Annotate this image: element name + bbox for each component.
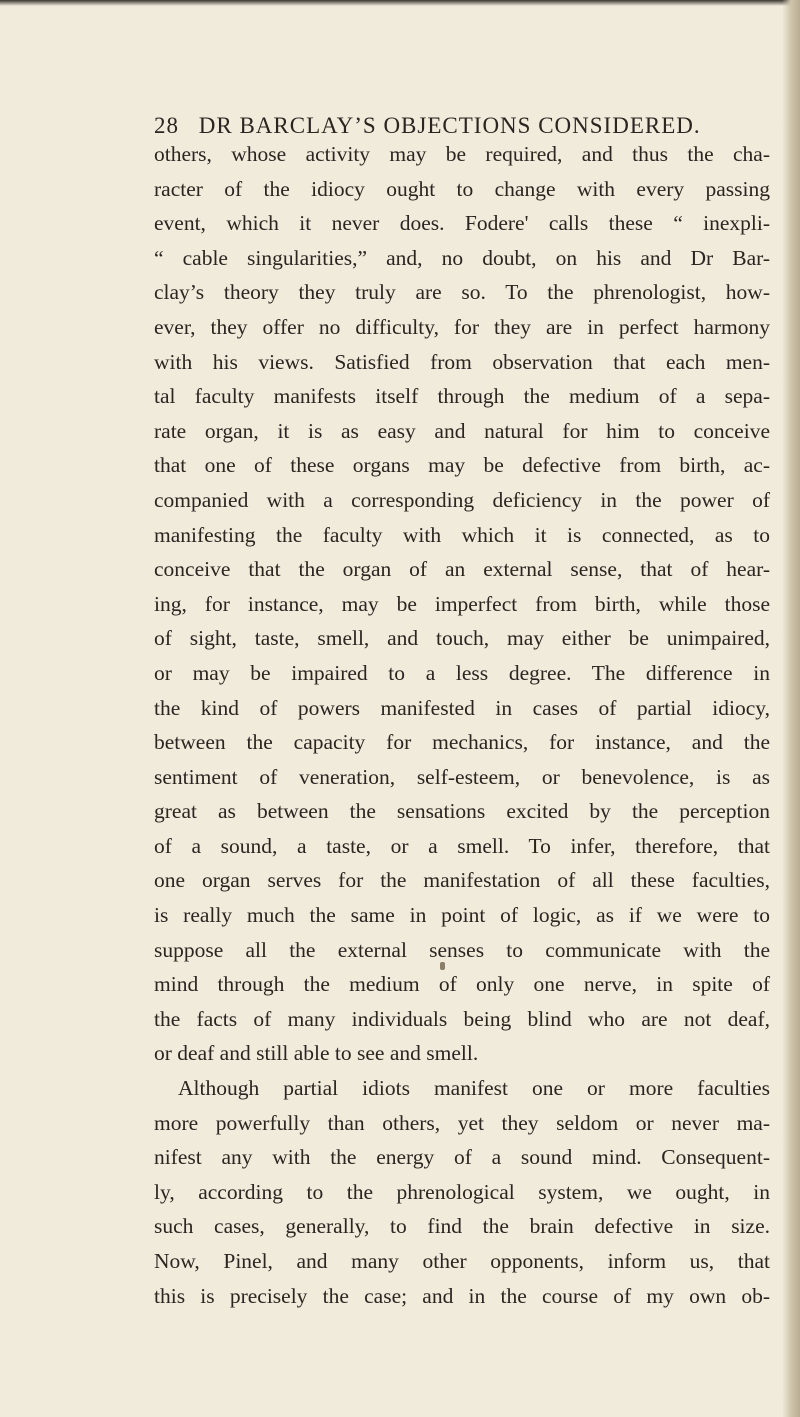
page-number: 28: [154, 113, 179, 138]
text-line: the facts of many individuals being blind who are not deaf,: [154, 1006, 770, 1031]
ink-speck: [440, 962, 445, 970]
text-line: racter of the idiocy ought to change with every passing: [154, 176, 770, 201]
text-line: more powerfully than others, yet they seldom or never ma-: [154, 1110, 770, 1135]
text-line: or may be impaired to a less degree. The difference in: [154, 660, 770, 685]
text-line: that one of these organs may be defective from birth, ac-: [154, 453, 770, 478]
text-line: this is precisely the case; and in the course of my own ob-: [154, 1283, 770, 1308]
text-line: manifesting the faculty with which it is connected, as to: [154, 522, 770, 547]
text-line: tal faculty manifests itself through the medium of a sepa-: [154, 384, 770, 409]
text-line: “ cable singularities,” and, no doubt, on his and Dr Bar-: [154, 245, 770, 270]
text-line: companied with a corresponding deficiency in the power of: [154, 487, 770, 512]
text-line: with his views. Satisfied from observation that each men-: [154, 349, 770, 374]
text-line: suppose all the external senses to communicate with the: [154, 937, 770, 962]
text-line: of a sound, a taste, or a smell. To infer, therefore, that: [154, 833, 770, 858]
body-text: [154, 137, 770, 1313]
text-line: nifest any with the energy of a sound mind. Consequent-: [154, 1145, 770, 1170]
text-line: event, which it never does. Fodere' calls these “ inexpli-: [154, 211, 770, 236]
text-line: is really much the same in point of logic, as if we were to: [154, 903, 770, 928]
text-line: mind through the medium of only one nerve, in spite of: [154, 972, 770, 997]
text-line: sentiment of veneration, self-esteem, or benevolence, is as: [154, 764, 770, 789]
text-line: ever, they offer no difficulty, for they are in perfect harmony: [154, 314, 770, 339]
page-top-shadow: [0, 0, 800, 6]
text-line: clay’s theory they truly are so. To the phrenologist, how-: [154, 280, 770, 305]
text-line: Although partial idiots manifest one or more faculties: [178, 1076, 770, 1101]
text-line: rate organ, it is as easy and natural for him to conceive: [154, 418, 770, 443]
text-line: great as between the sensations excited by the perception: [154, 799, 770, 824]
running-title: DR BARCLAY’S OBJECTIONS CONSIDERED.: [198, 113, 701, 138]
text-line: such cases, generally, to find the brain defective in size.: [154, 1214, 770, 1239]
text-line: of sight, taste, smell, and touch, may either be unimpaired,: [154, 626, 770, 651]
page-binding-edge: [782, 0, 800, 1417]
text-line: Now, Pinel, and many other opponents, inform us, that: [154, 1249, 770, 1273]
text-line: between the capacity for mechanics, for instance, and the: [154, 730, 770, 755]
text-line: conceive that the organ of an external sense, that of hear-: [154, 557, 770, 582]
text-line: or deaf and still able to see and smell.: [154, 1041, 479, 1066]
text-line: ly, according to the phrenological system, we ought, in: [154, 1179, 770, 1204]
text-line: ing, for instance, may be imperfect from birth, while those: [154, 591, 770, 616]
text-line: others, whose activity may be required, and thus the cha-: [154, 142, 770, 166]
text-line: one organ serves for the manifestation of all these faculties,: [154, 868, 770, 893]
text-line: the kind of powers manifested in cases of partial idiocy,: [154, 695, 770, 720]
